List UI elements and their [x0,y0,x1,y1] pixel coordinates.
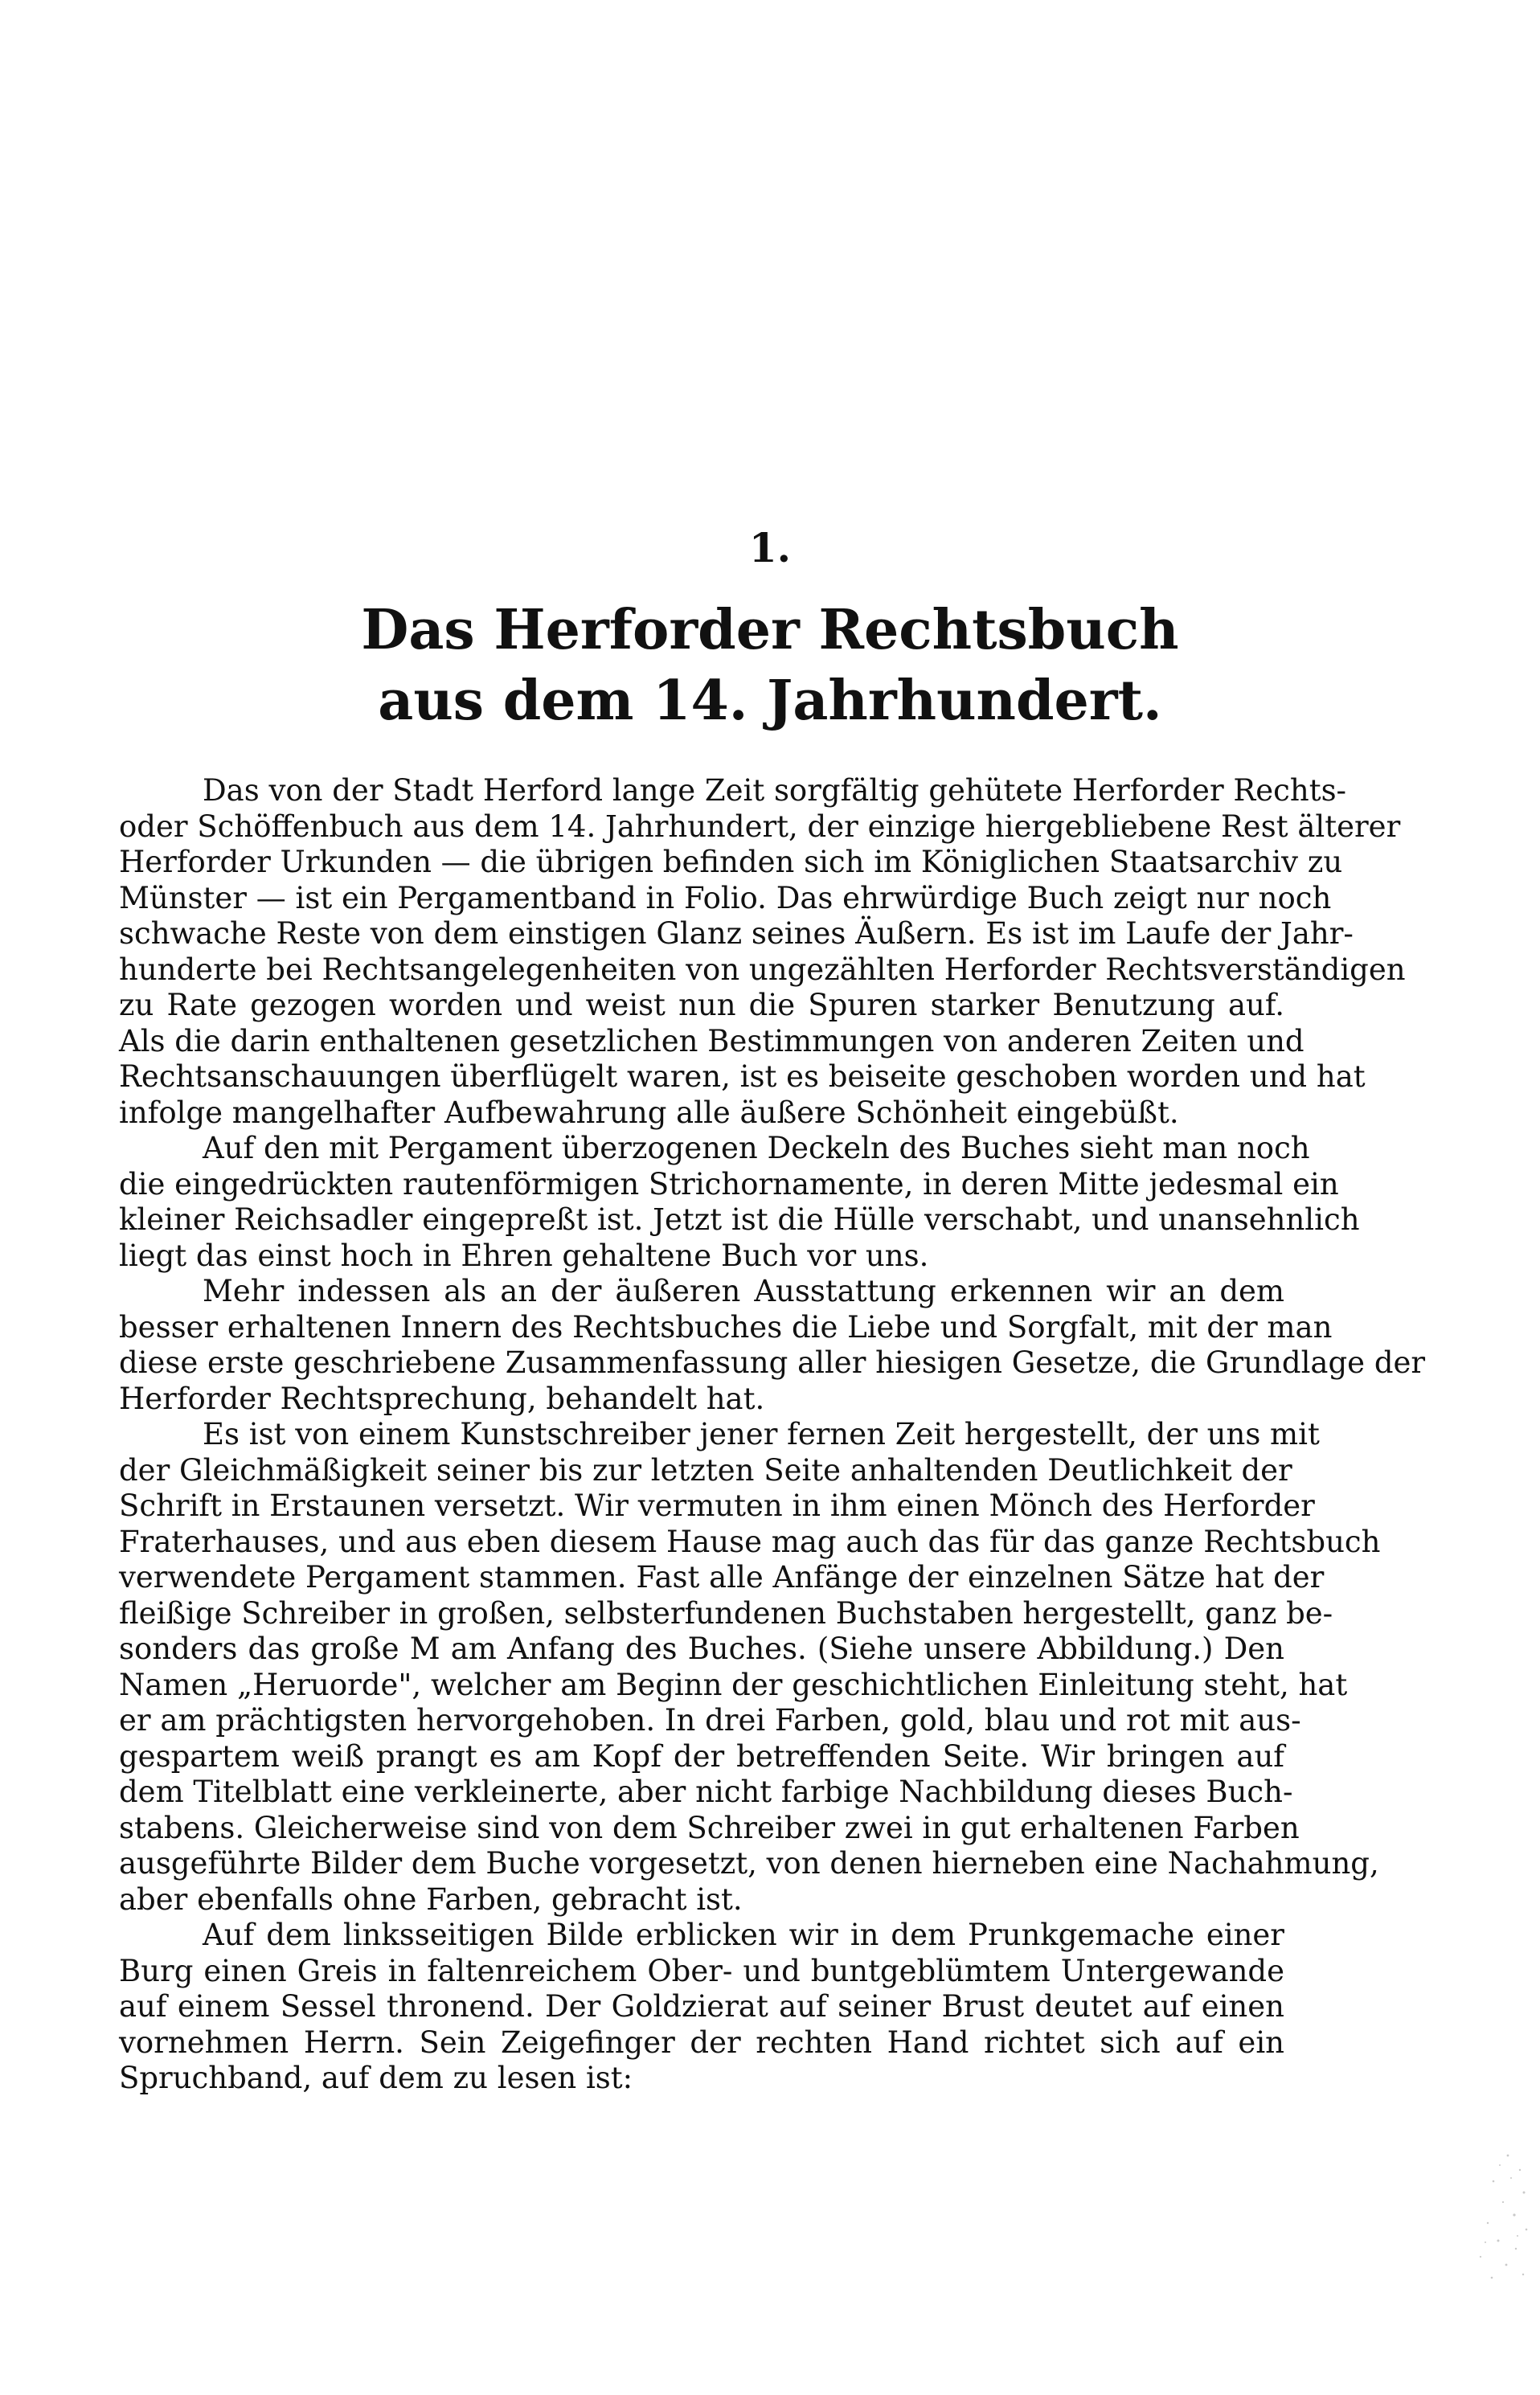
text-line: oder Schöffenbuch aus dem 14. Jahrhundert, der einzige hiergebliebene Rest älterer [119,809,1401,844]
text-line: Spruchband, auf dem zu lesen ist: [119,2061,633,2095]
text-line: Herforder Urkunden — die übrigen befinden sich im Königlichen Staatsarchiv zu [119,845,1343,879]
text-line: Auf dem linksseitigen Bilde erblicken wir in dem Prunkgemache einer [203,1918,1284,1952]
text-line: infolge mangelhafter Aufbewahrung alle äußere Schönheit eingebüßt. [119,1095,1179,1130]
text-line: auf einem Sessel thronend. Der Goldzierat auf seiner Brust deutet auf einen [119,1989,1284,2024]
text-line: aber ebenfalls ohne Farben, gebracht ist. [119,1881,743,1917]
title-line-1: Das Herforder Rechtsbuch [361,598,1179,662]
text-line: diese erste geschriebene Zusammenfassung aller hiesigen Gesetze, die Grundlage der [119,1345,1426,1380]
text-line: er am prächtigsten hervorgehoben. In drei Farben, gold, blau und rot mit aus- [119,1703,1301,1738]
text-line: vornehmen Herrn. Sein Zeigefinger der rechten Hand richtet sich auf ein [119,2024,1284,2060]
text-line: schwache Reste von dem einstigen Glanz seines Äußern. Es ist im Laufe der Jahr- [119,916,1354,951]
text-line: zu Rate gezogen worden und weist nun die Spuren starker Benutzung auf. [119,988,1284,1022]
text-line: liegt das einst hoch in Ehren gehaltene Buch vor uns. [119,1238,929,1273]
text-line: verwendete Pergament stammen. Fast alle Anfänge der einzelnen Sätze hat der [119,1560,1325,1595]
text-line: gespartem weiß prangt es am Kopf der betreffenden Seite. Wir bringen auf [119,1738,1284,1774]
text-line: Auf den mit Pergament überzogenen Deckeln des Buches sieht man noch [203,1131,1310,1165]
text-line: der Gleichmäßigkeit seiner bis zur letzten Seite anhaltenden Deutlichkeit der [119,1452,1292,1488]
body-text [119,773,1426,2097]
text-line: kleiner Reichsadler eingepreßt ist. Jetzt ist die Hülle verschabt, und unansehnlich [119,1202,1360,1237]
text-line: Mehr indessen als an der äußeren Ausstattung erkennen wir an dem [203,1274,1284,1308]
text-line: Schrift in Erstaunen versetzt. Wir vermuten in ihm einen Mönch des Herforder [119,1488,1315,1523]
text-line: dem Titelblatt eine verkleinerte, aber nicht farbige Nachbildung dieses Buch- [119,1775,1293,1809]
text-line: besser erhaltenen Innern des Rechtsbuches die Liebe und Sorgfalt, mit der man [119,1309,1333,1345]
text-line: die eingedrückten rautenförmigen Strichornamente, in deren Mitte jedesmal ein [119,1166,1339,1202]
text-line: Als die darin enthaltenen gesetzlichen Bestimmungen von anderen Zeiten und [119,1023,1304,1058]
chapter-title [0,595,1540,736]
text-line: Rechtsanschauungen überflügelt waren, ist es beiseite geschoben worden und hat [119,1059,1366,1094]
text-line: Namen „Heruorde", welcher am Beginn der geschichtlichen Einleitung steht, hat [119,1667,1348,1702]
text-line: Das von der Stadt Herford lange Zeit sorgfältig gehütete Herforder Rechts- [203,773,1347,808]
title-line-2: aus dem 14. Jahrhundert. [378,669,1162,733]
chapter-number: 1. [748,524,792,571]
text-line: Burg einen Greis in faltenreichem Ober- und buntgeblümtem Untergewande [119,1953,1284,1988]
text-line: Es ist von einem Kunstschreiber jener fernen Zeit hergestellt, der uns mit [203,1417,1320,1451]
text-line: sonders das große M am Anfang des Buches. (Siehe unsere Abbildung.) Den [119,1631,1284,1666]
text-line: hunderte bei Rechtsangelegenheiten von ungezählten Herforder Rechtsverständigen [119,952,1406,987]
scan-speckle-noise [1444,2146,1532,2282]
text-line: stabens. Gleicherweise sind von dem Schreiber zwei in gut erhaltenen Farben [119,1810,1300,1845]
text-line: fleißige Schreiber in großen, selbsterfundenen Buchstaben hergestellt, ganz be- [119,1595,1333,1631]
text-line: ausgeführte Bilder dem Buche vorgesetzt, von denen hierneben eine Nachahmung, [119,1846,1379,1881]
text-line: Fraterhauses, und aus eben diesem Hause mag auch das für das ganze Rechtsbuch [119,1524,1381,1559]
text-line: Münster — ist ein Pergamentband in Folio. Das ehrwürdige Buch zeigt nur noch [119,880,1332,915]
text-line: Herforder Rechtsprechung, behandelt hat. [119,1381,765,1416]
